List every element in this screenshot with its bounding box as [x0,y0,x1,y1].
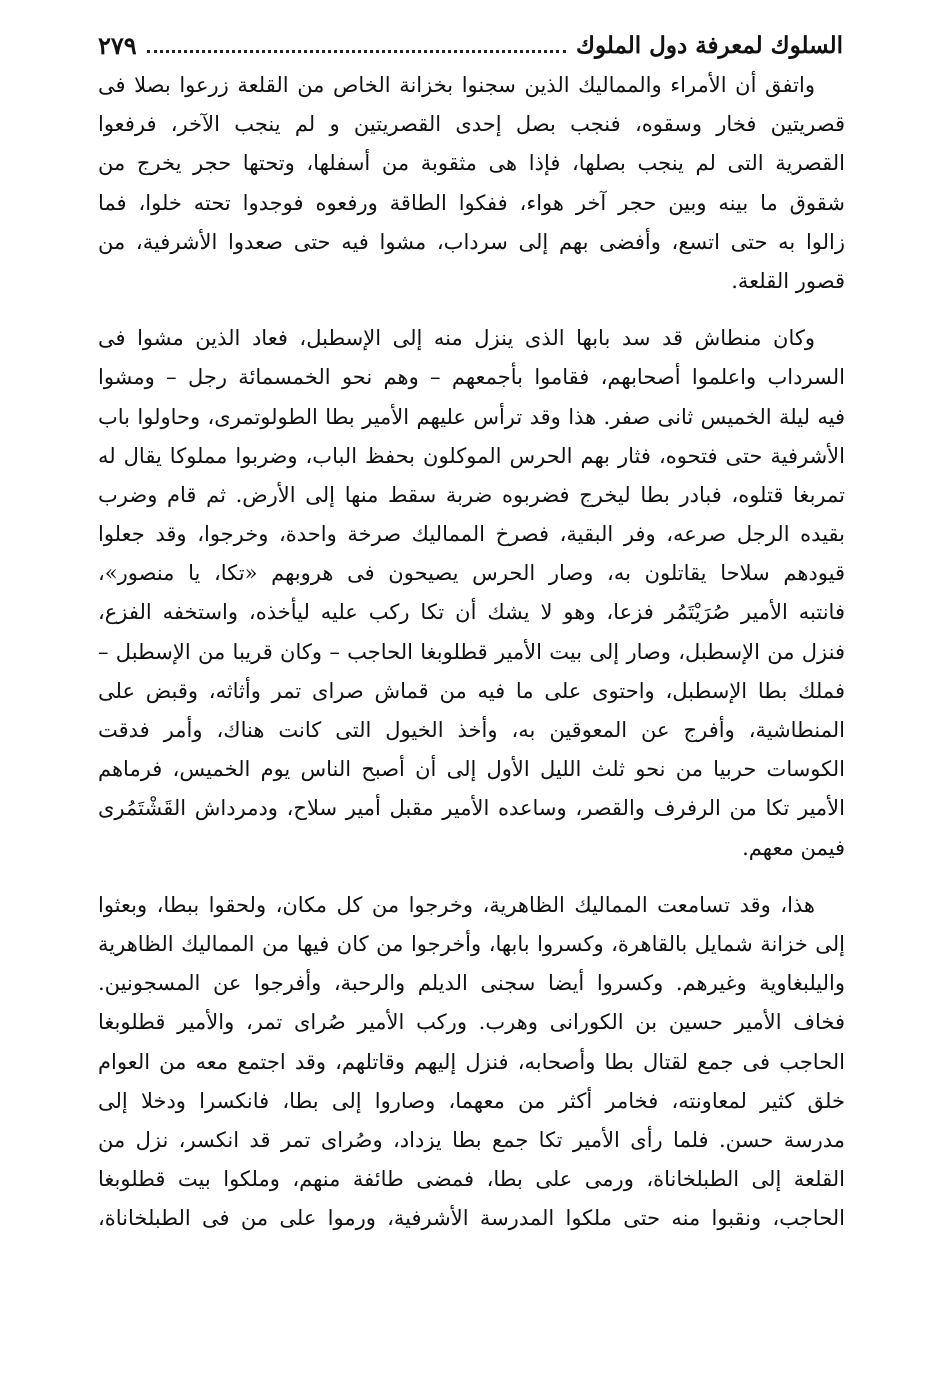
text-line: القصرية التى لم ينجب بصلها، فإذا هى مثقوبة من أسفلها، وتحتها حجر يخرج من [98,151,845,176]
dotted-leader [147,50,566,53]
text-line: زالوا به حتى اتسع، وأفضى بهم إلى سرداب، مشوا فيه حتى صعدوا الأشرفية، من [98,229,845,254]
text-line: واليلبغاوية وغيرهم. وكسروا أيضا سجنى الديلم والرحبة، وأفرجوا عن المسجونين. [98,971,845,996]
text-line: الأمير تكا من الرفرف والقصر، وساعده الأمير مقبل أمير سلاح، ودمرداش القَشْتَمُرى [98,796,845,821]
text-line: واتفق أن الأمراء والمماليك الذين سجنوا بخزانة الخاص من القلعة زرعوا بصلا فى [98,73,815,97]
text-line: فخاف الأمير حسين بن الكورانى وهرب. وركب الأمير صُراى تمر، والأمير قطلوبغا [98,1010,845,1035]
text-line: السرداب واعلموا أصحابهم، فقاموا بأجمعهم – وهم نحو الخمسمائة رجل – ومشوا [98,365,845,390]
text-line: قصريتين فخار وسقوه، فنجب بصل إحدى القصريتين و لم ينجب الآخر، فرفعوا [98,112,845,137]
text-line: خلق كثير لمعاونته، فخامر أكثر من معهما، وصاروا إلى بطا، فانكسرا ودخلا إلى [98,1088,845,1113]
running-title: السلوك لمعرفة دول الملوك [575,31,843,59]
text-line: القلعة إلى الطبلخاناة، ورمى على بطا، فمضى طائفة منهم، وملكوا بيت قطلوبغا [98,1167,845,1192]
paragraph-3 [98,886,845,1239]
text-line: فانتبه الأمير صُرَيْتَمُر فزعا، وهو لا يشك أن تكا ركب عليه ليأخذه، واستخفه الفزع، [98,600,845,625]
text-line: فيه ليلة الخميس ثانى صفر. هذا وقد ترأس عليهم الأمير بطا الطولوتمرى، وحاولوا باب [98,404,845,429]
text-line: فنزل من الإسطبل، وصار إلى بيت الأمير قطلوبغا الحاجب – وكان قريبا من الإسطبل – [98,639,845,664]
text-line: قيودهم سلاحا يقاتلون به، وصار الحرس يصيحون فى هروبهم «تكا، يا منصور»، [98,561,845,586]
text-line: قصور القلعة. [731,268,845,293]
text-line: المنطاشية، وأفرج عن المعوقين به، وأخذ الخيول التى كانت هناك، وأمر فدقت [98,718,845,742]
text-line: شقوق ما بينه وبين حجر آخر هواء، ففكوا الطاقة ورفعوه فوجدوا تحته خلوا، فما [98,190,845,215]
text-line: هذا، وقد تسامعت المماليك الظاهرية، وخرجوا من كل مكان، ولحقوا ببطا، وبعثوا [98,892,815,917]
text-line: فملك بطا الإسطبل، واحتوى على ما فيه من قماش صراى تمر وأثاثه، وقبض على [98,678,845,703]
paragraph-2 [98,319,845,868]
text-line: إلى خزانة شمايل بالقاهرة، وكسروا بابها، وأخرجوا من كان فيها من المماليك الظاهرية [98,931,845,956]
text-line: الأشرفية حتى فتحوه، فثار بهم الحرس الموكلون بحفظ الباب، وضربوا مملوكا يقال له [98,443,845,468]
body-text [98,66,845,1256]
text-line: الحاجب فى جمع لقتال بطا وأصحابه، فنزل إليهم وقاتلهم، وقد اجتمع معه من العوام [98,1049,845,1074]
page-number: ٢٧٩ [98,30,137,60]
text-line: مدرسة حسن. فلما رأى الأمير تكا جمع بطا يزداد، وصُراى تمر قد انكسر، نزل من [98,1127,845,1152]
text-line: فيمن معهم. [742,835,845,860]
text-line: بقيده الرجل صرعه، وفر البقية، فصرخ المماليك صرخة واحدة، وخرجوا، وقد جعلوا [98,522,845,547]
text-line: تمربغا قتلوه، فبادر بطا ليخرج فضربوه ضربة سقط منها إلى الأرض. ثم قام وضرب [98,482,845,507]
paragraph-1 [98,66,845,301]
page-header [98,28,843,62]
text-line: الحاجب، ونقبوا منه حتى ملكوا المدرسة الأشرفية، ورموا على من فى الطبلخاناة، [98,1206,845,1231]
text-line: وكان منطاش قد سد بابها الذى ينزل منه إلى الإسطبل، فعاد الذين مشوا فى [98,326,815,351]
text-line: الكوسات حربيا من نحو ثلث الليل الأول إلى أن أصبح الناس يوم الخميس، فرماهم [98,757,845,782]
